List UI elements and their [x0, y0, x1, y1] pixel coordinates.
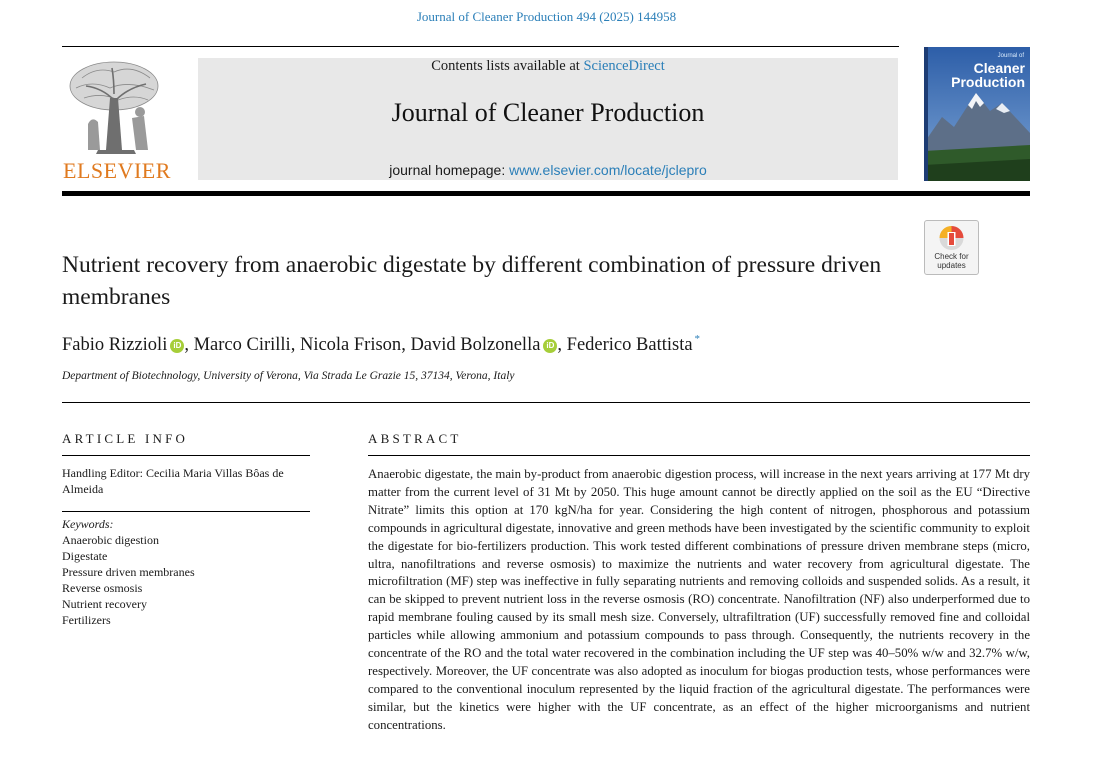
cover-title-line-1: Cleaner [973, 60, 1025, 76]
affiliation-rule [62, 402, 1030, 403]
author-name[interactable]: Federico Battista [566, 335, 693, 355]
article-title: Nutrient recovery from anaerobic digestate by different combination of pressure driven membranes [62, 252, 882, 310]
article-info-rule [62, 455, 310, 456]
journal-masthead [198, 58, 898, 180]
homepage-line [198, 162, 898, 178]
check-for-updates-button[interactable] [924, 220, 979, 275]
contents-line [198, 58, 898, 75]
abstract-text: Anaerobic digestate, the main by-product from anaerobic digestion process, will increase in the next years arriving at 177 Mt dry matter from the current level of 31 Mt by 2050. This huge amount cannot be directly applied on the soil as the EU “Directive Nitrate” limits this option at 170 kgN/ha for year. Considering the high content of nitrogen, phosphorous and potassium compounds in agricultural digestate, innovative and green methods have been investigated by the scientific community to exploit the digestate for bio-fertilizers production. This work tested different combinations of pressure driven membrane steps (micro, ultra, nanofiltrations and reverse osmosis) to maximize the nutrients and water recovery from agricultural digestate. The microfiltration (MF) step was ineffective in fully separating nutrients and removing colloids and suspended solids. As a result, it can be skipped to prevent nutrient loss in the reverse osmosis (RO) concentrate. Nanofiltration (NF) also underperformed due to rapid membrane fouling caused by its small mesh size. Conversely, ultrafiltration (UF) successfully removed fine and colloidal particles while allowing ammonium and potassium compounds to pass through. Consequently, the nutrients recovery in the concentrate of the RO and the total water recovered in the combination including the UF step was 40–50% w/w and 32.7% w/w, respectively. Moreover, the UF concentrate was also adopted as inoculum for biogas production tests, whose performances were compared to the conventional inoculum represented by the liquid fraction of the agricultural digestate. The performances were similar, but the kinetics were higher with the UF concentrate, as an effect of the higher microorganisms and nutrient concentrations. [368, 467, 1030, 732]
sciencedirect-link[interactable]: ScienceDirect [583, 58, 665, 74]
masthead-rule [62, 191, 1030, 196]
journal-cover[interactable] [924, 47, 1030, 181]
crossmark-icon [925, 221, 978, 253]
check-updates-line-1: Check for [934, 252, 969, 261]
keyword: Fertilizers [62, 613, 111, 627]
keyword: Anaerobic digestion [62, 533, 159, 547]
elsevier-tree-icon [62, 58, 172, 158]
elsevier-logo[interactable] [62, 58, 172, 182]
keywords-label: Keywords: [62, 517, 114, 531]
cover-journal-label: Journal of [997, 53, 1024, 59]
author-list: Fabio Rizzioli iD , Marco Cirilli, Nicola Frison, David Bolzonella iD , Federico Battista * [62, 333, 701, 355]
check-updates-line-2: updates [937, 261, 966, 270]
author-name[interactable]: Nicola Frison [299, 335, 402, 355]
abstract-heading: ABSTRACT [368, 431, 462, 446]
journal-citation[interactable]: Journal of Cleaner Production 494 (2025) 144958 [416, 9, 677, 24]
orcid-icon[interactable]: iD [170, 339, 184, 353]
keyword: Nutrient recovery [62, 597, 147, 611]
journal-title: Journal of Cleaner Production [391, 98, 705, 127]
article-info-heading: ARTICLE INFO [62, 431, 189, 446]
cover-title-line-2: Production [951, 74, 1025, 90]
author-name[interactable]: Marco Cirilli [193, 335, 291, 355]
keyword: Digestate [62, 549, 108, 563]
check-updates-label [925, 252, 978, 270]
corresponding-author-mark[interactable]: * [694, 333, 701, 345]
abstract-rule [368, 455, 1030, 456]
homepage-link[interactable]: www.elsevier.com/locate/jclepro [509, 162, 707, 178]
affiliation: Department of Biotechnology, University of Verona, Via Strada Le Grazie 15, 37134, Verona, Italy [62, 370, 515, 382]
keyword: Reverse osmosis [62, 581, 143, 595]
handling-editor: Handling Editor: Cecilia Maria Villas Bôas de Almeida [62, 466, 284, 496]
homepage-prefix: journal homepage: [389, 162, 510, 178]
orcid-icon[interactable]: iD [543, 339, 557, 353]
keywords-list [62, 516, 310, 628]
keywords-rule [62, 511, 310, 512]
keyword: Pressure driven membranes [62, 565, 195, 579]
cover-title [951, 61, 1025, 89]
contents-prefix: Contents lists available at [431, 58, 584, 74]
author-name[interactable]: Fabio Rizzioli [62, 335, 168, 355]
header-rule [62, 46, 899, 47]
author-name[interactable]: David Bolzonella [410, 335, 541, 355]
publisher-wordmark: ELSEVIER [63, 158, 171, 183]
